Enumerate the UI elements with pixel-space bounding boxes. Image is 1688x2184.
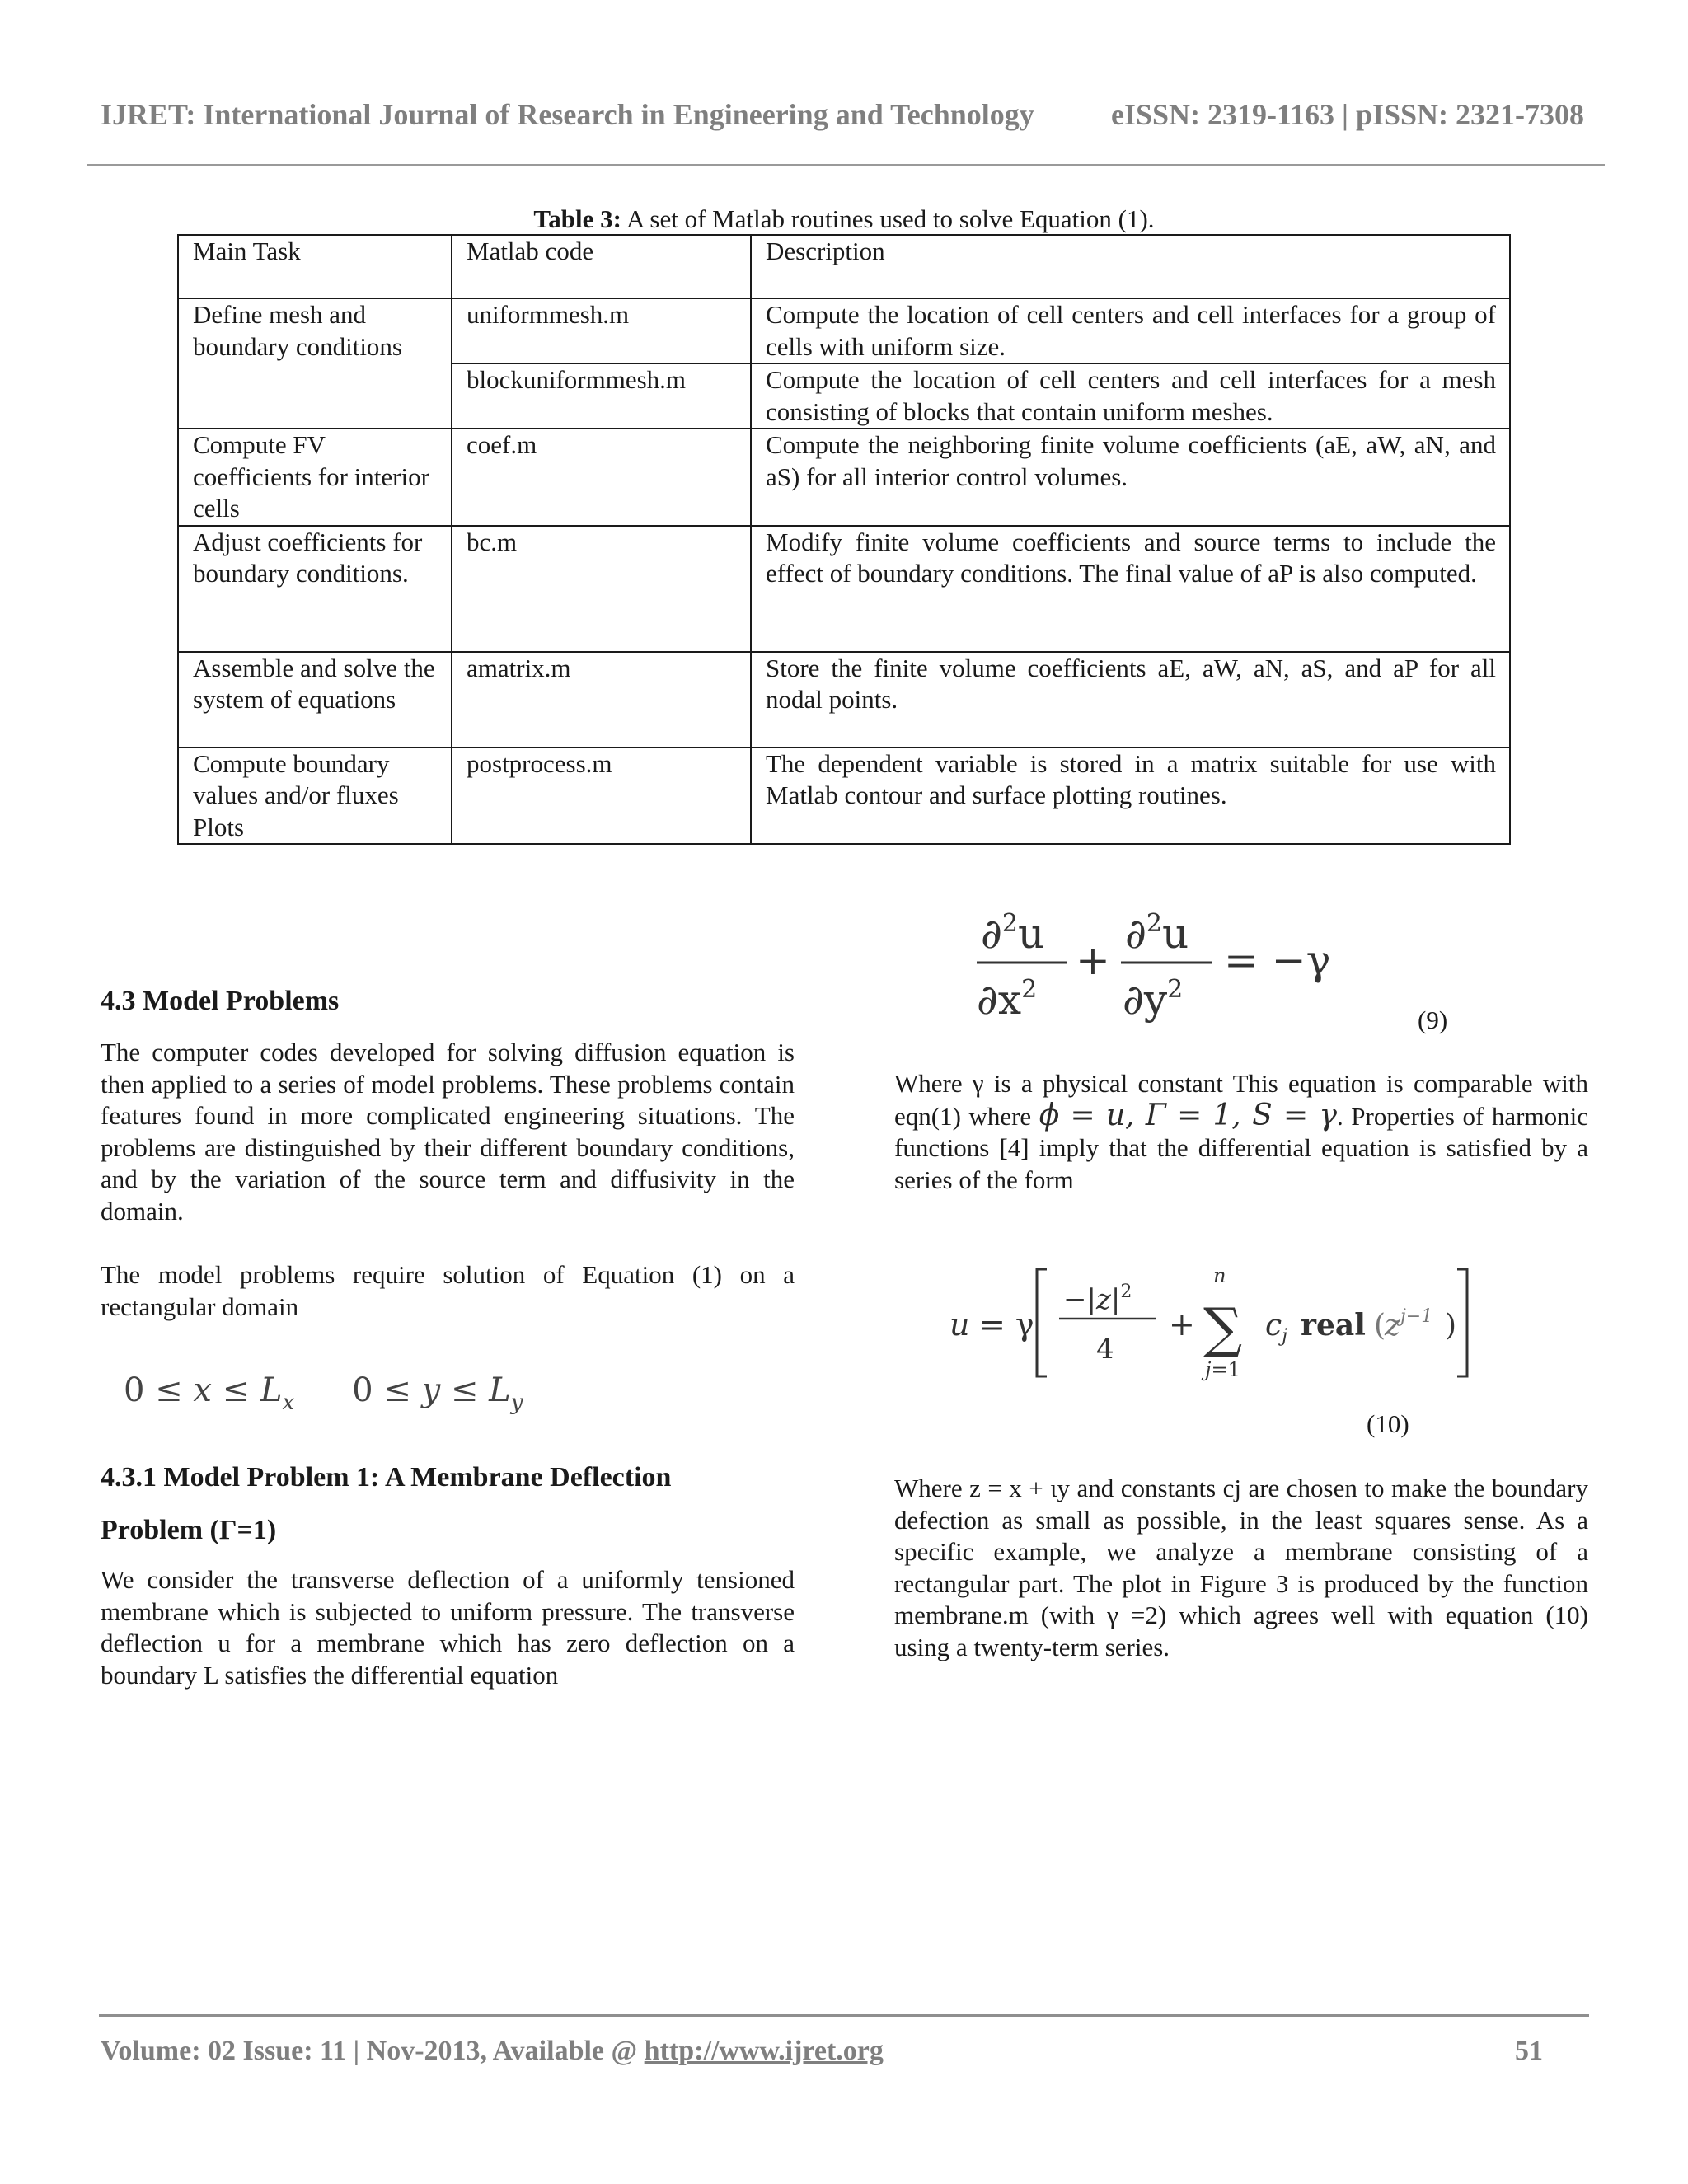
page-footer	[101, 2036, 1543, 2067]
heading-problem-1-line-1: 4.3.1 Model Problem 1: A Membrane Deflection	[101, 1462, 672, 1493]
header-main-task: Main Task	[178, 235, 452, 298]
row-code: uniformmesh.m	[452, 298, 751, 363]
svg-text:∂y2: $\partial y^2$	[1123, 975, 1184, 1024]
svg-text:0 ≤ x ≤ Lx0 ≤ y ≤ Ly: $0 \le x \le L_x$ $0 \le y \le L_y$	[124, 1371, 523, 1415]
svg-text:−|z|2: $-|z|^2$	[1063, 1282, 1132, 1316]
journal-title: IJRET: International Journal of Research in Engineering and Technology	[101, 98, 1034, 131]
header-matlab-code: Matlab code	[452, 235, 751, 298]
row-task: Compute FV coefficients for interior cells	[178, 429, 452, 526]
left-paragraph-2: The model problems require solution of Equation (1) on a rectangular domain	[101, 1260, 795, 1321]
header-description: Description	[751, 235, 1510, 298]
left-paragraph-3: We consider the transverse deflection of a uniformly tensioned membrane which is subjected to uniform pressure. The transverse deflection u for a membrane which has zero deflection on a boundary L satisfies the differential equation	[101, 1565, 795, 1690]
table-caption-text: A set of Matlab routines used to solve Equation (1).	[621, 204, 1155, 233]
heading-problem-1-line-2: Problem (Γ=1)	[101, 1515, 277, 1545]
table-row	[178, 429, 1510, 526]
domain-equation	[120, 1361, 581, 1419]
right-paragraph-1-text-a: Where γ is a physical constant This equation is comparable with eqn(1) where	[894, 1069, 1588, 1131]
right-paragraph-2: Where z = x + ιy and constants cj are chosen to make the boundary defection as small as possible, in the least squares sense. As a specific example, we analyze a membrane consisting of a rectangular part. The plot in Figure 3 is produced by the function membrane.m (with γ =2) which agrees well with equation (10) using a twenty-term series.	[894, 1474, 1588, 1661]
row-code: blockuniformmesh.m	[452, 363, 751, 429]
row-task: Define mesh and boundary conditions	[178, 298, 452, 429]
row-task: Compute boundary values and/or fluxes Plots	[178, 748, 452, 845]
svg-text:4: 4	[1096, 1333, 1114, 1366]
inline-equation: ϕ = u, Γ = 1, S = γ	[1039, 1098, 1337, 1132]
table-row	[178, 652, 1510, 748]
svg-text:): )	[1445, 1309, 1457, 1343]
equation-9	[973, 905, 1352, 1029]
svg-text:(: (	[1374, 1309, 1386, 1343]
row-description: Compute the location of cell centers and cell interfaces for a group of cells with uniform size.	[751, 298, 1510, 363]
equation-10-number: (10)	[1367, 1409, 1409, 1438]
row-task: Adjust coefficients for boundary conditions.	[178, 526, 452, 652]
page-header	[101, 97, 1584, 132]
row-code: amatrix.m	[452, 652, 751, 748]
table-caption	[0, 204, 1688, 234]
row-description: Modify finite volume coefficients and source terms to include the effect of boundary conditions. The final value of aP is also computed.	[751, 526, 1510, 652]
table-border-gap	[894, 877, 1338, 882]
svg-text:∂2u: ∂$^2$u	[981, 909, 1045, 958]
footer-rule	[99, 2014, 1589, 2017]
svg-text:= γ: = γ	[979, 1306, 1034, 1343]
matlab-routines-table	[177, 234, 1511, 845]
row-description: Compute the neighboring finite volume coefficients (aE, aW, aN, and aS) for all interior control volumes.	[751, 429, 1510, 526]
table-row	[178, 748, 1510, 845]
table-row	[178, 298, 1510, 363]
equation-10	[940, 1253, 1484, 1393]
issn-numbers: eISSN: 2319-1163 | pISSN: 2321-7308	[1111, 98, 1584, 131]
footer-volume-text: Volume: 02 Issue: 11 | Nov-2013, Available @	[101, 2036, 645, 2066]
page-number: 51	[1515, 2036, 1543, 2066]
row-code: coef.m	[452, 429, 751, 526]
svg-text:∑: ∑	[1203, 1296, 1243, 1360]
table-header-row	[178, 235, 1510, 298]
svg-text:∂x2: $\partial x^2$	[977, 975, 1038, 1024]
svg-text:u: u	[950, 1306, 970, 1343]
row-description: Compute the location of cell centers and cell interfaces for a mesh consisting of blocks that contain uniform meshes.	[751, 363, 1510, 429]
equation-9-number: (9)	[1418, 1005, 1448, 1034]
svg-text:j=1: j=1	[1205, 1358, 1240, 1381]
row-description: The dependent variable is stored in a matrix suitable for use with Matlab contour and surface plotting routines.	[751, 748, 1510, 845]
journal-url-link[interactable]: http://www.ijret.org	[644, 2036, 884, 2066]
svg-text:cj: $c_j$	[1265, 1309, 1287, 1347]
left-paragraph-1: The computer codes developed for solving diffusion equation is then applied to a series of model problems. These problems contain features found in more complicated engineering situations. The problems are distinguished by their different boundary conditions, and by the variation of the source term and diffusivity in the domain.	[101, 1038, 795, 1226]
svg-text:+: +	[1076, 936, 1110, 984]
header-rule	[87, 164, 1605, 166]
table-row	[178, 526, 1510, 652]
footer-volume-info	[101, 2036, 884, 2067]
svg-text:+: +	[1169, 1306, 1195, 1343]
right-paragraph-1-text-b: . Properties of harmonic functions [4] imply that the differential equation is satisfied by a series of the form	[894, 1101, 1588, 1194]
svg-text:= −γ: = −γ	[1224, 936, 1331, 984]
row-code: bc.m	[452, 526, 751, 652]
svg-text:real: real	[1301, 1308, 1366, 1343]
heading-model-problems: 4.3 Model Problems	[101, 986, 340, 1016]
row-description: Store the finite volume coefficients aE, aW, aN, aS, and aP for all nodal points.	[751, 652, 1510, 748]
row-code: postprocess.m	[452, 748, 751, 845]
right-paragraph-1	[894, 1068, 1588, 1196]
svg-text:zj−1: $z^{j-1}$	[1385, 1306, 1433, 1343]
row-task: Assemble and solve the system of equations	[178, 652, 452, 748]
svg-text:n: n	[1213, 1264, 1226, 1287]
svg-text:∂2u: ∂$^2$u	[1125, 909, 1189, 958]
table-caption-label: Table 3:	[533, 204, 621, 233]
